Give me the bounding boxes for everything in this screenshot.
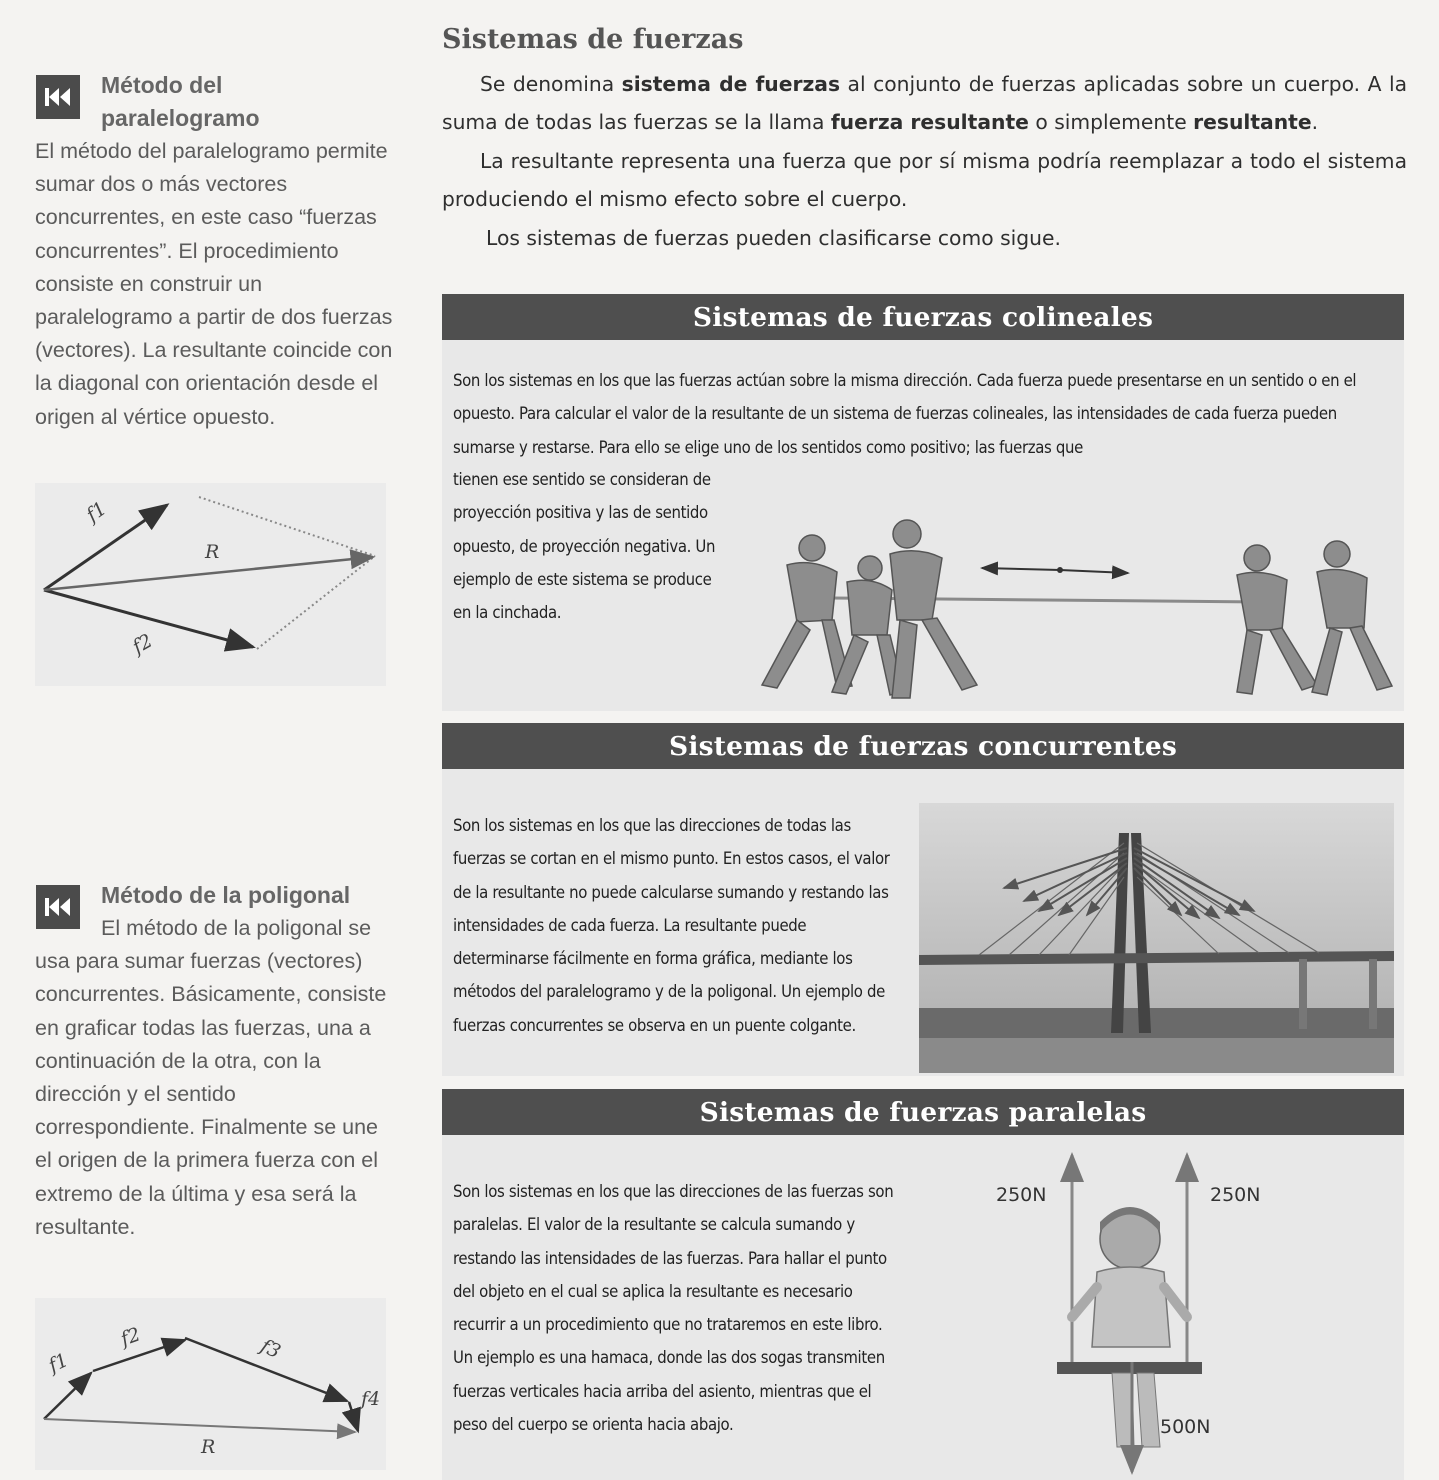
r-label: R [205, 541, 220, 563]
f1-label: f1 [82, 497, 111, 527]
section-text: Son los sistemas en los que las direcciones de las fuerzas son paralelas. El valor de la resultante se calcula sumando y restando las intensidades de las fuerzas. Para hallar el punto del objeto en el cual se aplica la resultante es necesario recurrir a un procedimiento que no trataremos en este libro. Un ejemplo es una hamaca, donde las dos sogas transmiten fuerzas verticales hacia arriba del asiento, mientras que el peso del cuerpo se orienta hacia abajo. [453, 1182, 894, 1435]
force-label-right: 250N [1210, 1184, 1261, 1206]
intro-paragraph-2: La resultante representa una fuerza que por sí misma podría reemplazar a todo el sistema produciendo el mismo efecto sobre el cuerpo. [442, 149, 1407, 211]
r-label: R [201, 1436, 216, 1458]
f2-label: f2 [117, 1323, 144, 1351]
force-label-down: 500N [1160, 1416, 1211, 1438]
page-title: Sistemas de fuerzas [442, 24, 744, 55]
polygonal-text: El método de la poligonal se usa para sumar fuerzas (vectores) concurrentes. Básicamente, consiste en graficar todas las fuerzas, una a continuación de la otra, con la dirección y el sentido correspondiente. Finalmente se une el origen de la primera fuerza con el extremo de la última y esa será la resultante. [35, 916, 387, 1239]
f1-vector [44, 1373, 91, 1419]
f2-label: f2 [128, 629, 157, 659]
f4-vector [349, 1402, 358, 1431]
resultant-vector [44, 1419, 355, 1432]
parallelogram-heading: Método del paralelogramo [101, 72, 260, 131]
f4-label: f4 [361, 1388, 381, 1410]
section-text: Son los sistemas en los que las direcciones de todas las fuerzas se cortan en el mismo punto. En estos casos, el valor de la resultante no puede calcularse sumando y restando las intensidades de cada fuerza. La resultante puede determinarse fácilmente en forma gráfica, mediante los métodos del paralelogramo y de la poligonal. Un ejemplo de fuerzas concurrentes se observa en un puente colgante. [453, 816, 890, 1035]
force-label-left: 250N [996, 1184, 1047, 1206]
section-concurrentes [442, 723, 1404, 1076]
parallelogram-diagram [35, 483, 386, 686]
tug-of-war-illustration [742, 510, 1397, 705]
section-title: Sistemas de fuerzas concurrentes [442, 723, 1404, 769]
f3-label: f3 [257, 1334, 284, 1364]
bridge-photo [919, 803, 1394, 1073]
section-paralelas [442, 1089, 1404, 1480]
f1-label: f1 [45, 1348, 72, 1378]
section-colineales [442, 294, 1404, 711]
section-text-full: Son los sistemas en los que las fuerzas actúan sobre la misma dirección. Cada fuerza puede presentarse en un sentido o en el opuesto. Para calcular el valor de la resultante de un sistema de fuerzas colineales, las intensidades de cada fuerza pueden sumarse y restarse. Para ello se elige uno de los sentidos como positivo; las fuerzas que [453, 371, 1357, 457]
section-title: Sistemas de fuerzas colineales [442, 294, 1404, 340]
section-title: Sistemas de fuerzas paralelas [442, 1089, 1404, 1135]
intro-paragraph-1: Se denomina sistema de fuerzas al conjunto de fuerzas aplicadas sobre un cuerpo. A la suma de todas las fuerzas se la llama fuerza resultante o simplemente resultante. [442, 72, 1408, 134]
rewind-icon [36, 75, 80, 119]
parallelogram-text: El método del paralelogramo permite sumar dos o más vectores concurrentes, en este caso “fuerzas concurrentes”. El procedimiento consiste en construir un paralelogramo a partir de dos fuerzas (vectores). La resultante coincide con la diagonal con orientación desde el origen al vértice opuesto. [35, 139, 393, 429]
intro-paragraph-3: Los sistemas de fuerzas pueden clasificarse como sigue. [486, 226, 1061, 250]
polygonal-diagram [35, 1298, 386, 1470]
section-text-narrow: tienen ese sentido se consideran de proyección positiva y las de sentido opuesto, de proyección negativa. Un ejemplo de este sistema se produce en la cinchada. [453, 470, 716, 623]
polygonal-heading: Método de la poligonal [101, 882, 351, 908]
